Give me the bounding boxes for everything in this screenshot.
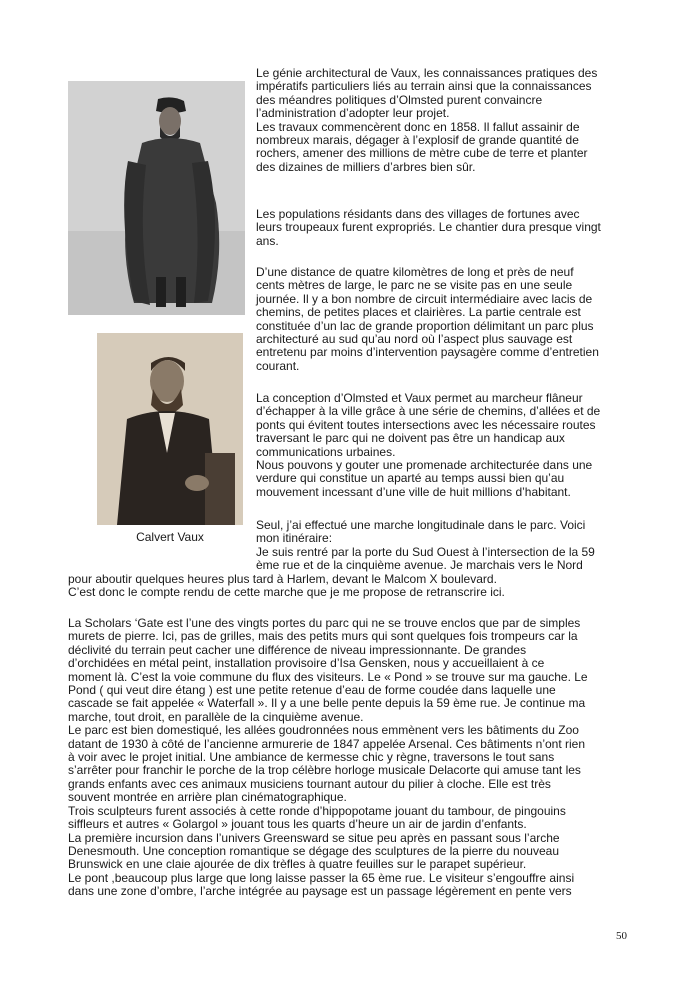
text-line: journée. Il y a bon nombre de circuit intermédiaire avec lacis de (256, 291, 593, 306)
olmsted-portrait-photo (68, 81, 245, 315)
text-line: constituée d’un lac de grande proportion délimitant un parc plus (256, 318, 594, 333)
text-line: déclivité du terrain peut cacher une différence de niveau impressionnante. De grandes (68, 642, 527, 657)
text-line: rochers, amener des millions de mètre cube de terre et planter (256, 146, 588, 161)
text-line: nombreux marais, dégager à l’explosif de grande quantité de (256, 133, 579, 148)
text-line: Le pont ,beaucoup plus large que long laisse passer la 65 ème rue. Le visiteur s’engouffre ainsi (68, 870, 575, 885)
text-line: moment là. C’est la voie commune du flux des visiteurs. Le « Pond » se trouve sur ma gauche. Le (68, 669, 588, 684)
text-line: siffleurs et autres « Golargol » jouant tous les quarts d’heure un air de jardin d’enfants. (68, 817, 527, 832)
text-line: La première incursion dans l’univers Greensward se situe peu après en passant sous l’arche (68, 830, 560, 845)
text-line: traversant le parc qui ne doivent pas être un handicap aux (256, 431, 565, 446)
text-line: courant. (256, 358, 300, 373)
text-line: mon itinéraire: (256, 531, 333, 546)
text-line: cascade se fait appelée « Waterfall ». Il y a une belle pente depuis la 59 ème rue. Je continue ma (68, 696, 586, 711)
text-line: Le parc est bien domestiqué, les allées goudronnées nous emmènent vers les bâtiments du Zoo (68, 723, 579, 738)
text-line: Denesmouth. Une conception romantique se dégage des sculptures de la pierre du nouveau (68, 843, 559, 858)
text-line: marche, tout droit, en parallèle de la cinquième avenue. (68, 709, 364, 724)
text-line: La Scholars ‘Gate est l’une des vingts portes du parc qui ne se trouve enclos que par de simples (68, 616, 581, 630)
text-line: Seul, j’ai effectué une marche longitudinale dans le parc. Voici (256, 518, 586, 532)
text-line: communications urbaines. (256, 444, 396, 459)
text-line: D’une distance de quatre kilomètres de long et près de neuf (256, 265, 574, 279)
paragraph-block-5 (256, 519, 632, 573)
text-line: architecturé au sud qu’au nord où l’aspect plus sauvage est (256, 332, 573, 347)
seated-man-portrait-icon (97, 333, 243, 525)
text-line: Pond ( qui veut dire étang ) est une petite retenue d’eau de forme coudée dans laquelle une (68, 683, 556, 698)
text-line: entretenu par moins d’intervention paysagère comme d’entretien (256, 345, 599, 360)
text-line: l’administration d’adopter leur projet. (256, 106, 450, 121)
text-line: à voir avec le projet initial. Une ambiance de kermesse chic y règne, traversons le tout sans (68, 750, 555, 765)
text-line: ponts qui évitent toutes intersections avec les nécessaire routes (256, 417, 596, 432)
text-line: ème rue et de la cinquième avenue. Je marchais vers le Nord (256, 558, 583, 573)
text-line: Je suis rentré par la porte du Sud Ouest à l’intersection de la 59 (256, 544, 595, 559)
text-line: mouvement incessant d’une ville de huit millions d’habitant. (256, 484, 571, 499)
text-line: s’arrêter pour franchir le porche de la trop célèbre horloge musicale Delacorte qui amuse tant les (68, 763, 581, 778)
text-line: verdure qui constitue un aparté au temps aussi bien qu’au (256, 471, 565, 486)
text-line: souvent montrée en arrière plan cinématographique. (68, 790, 347, 805)
text-line: cents mètres de large, le parc ne se visite pas en une seule (256, 278, 573, 293)
text-line: Nous pouvons y gouter une promenade architecturée dans une (256, 458, 593, 473)
text-line: Le génie architectural de Vaux, les connaissances pratiques des (256, 66, 598, 80)
vaux-portrait-photo (97, 333, 243, 525)
text-line: dans une zone d’ombre, l’arche intégrée au paysage est un passage légèrement en pente vers (68, 884, 572, 899)
text-line: Brunswick en une claie ajourée de dix trèfles à quatre feuilles sur le parapet supérieur. (68, 857, 527, 872)
paragraph-block-1 (256, 67, 632, 174)
page-number: 50 (616, 930, 627, 942)
text-line: grands enfants avec ces animaux musiciens tournant autour du pilier à cloche. Elle est très (68, 776, 551, 791)
photo-caption: Calvert Vaux (136, 530, 204, 544)
text-line: des dizaines de milliers d’arbres bien sûr. (256, 159, 476, 174)
text-line: leurs troupeaux furent expropriés. Le chantier dura presque vingt (256, 220, 601, 235)
text-line: Les populations résidants dans des villages de fortunes avec (256, 207, 580, 221)
text-line: impératifs particuliers liés au terrain ainsi que la connaissances (256, 79, 592, 94)
paragraph-block-7 (68, 617, 634, 899)
text-line: d’orchidées en métal peint, installation provisoire d’Isa Gensken, nous y accueillaient à ce (68, 656, 545, 671)
paragraph-block-6 (68, 573, 634, 600)
text-line: d’échapper à la ville grâce à une série de chemins, d’allées et de (256, 404, 601, 419)
paragraph-block-3 (256, 266, 632, 373)
text-line: datant de 1930 à côté de l’ancienne armurerie de 1847 appelée Arsenal. Ces bâtiments n’ont rien (68, 736, 586, 751)
text-line: des méandres politiques d’Olmsted purent convaincre (256, 92, 543, 107)
text-line: C’est donc le compte rendu de cette marche que je me propose de retranscrire ici. (68, 585, 505, 600)
text-line: Trois sculpteurs furent associés à cette ronde d’hippopotame jouant du tambour, de pingouins (68, 803, 566, 818)
text-line: Les travaux commencèrent donc en 1858. Il fallut assainir de (256, 119, 580, 134)
text-line: ans. (256, 233, 279, 248)
text-line: La conception d’Olmsted et Vaux permet au marcheur flâneur (256, 391, 583, 405)
paragraph-block-4 (256, 392, 632, 499)
text-line: chemins, de petites places et clairières. La partie centrale est (256, 305, 581, 320)
text-line: pour aboutir quelques heures plus tard à Harlem, devant le Malcom X boulevard. (68, 572, 497, 586)
standing-man-portrait-icon (68, 81, 245, 315)
text-line: murets de pierre. Ici, pas de grilles, mais des petits murs qui sont quelques fois trompeurs car la (68, 629, 578, 644)
paragraph-block-2 (256, 208, 632, 248)
